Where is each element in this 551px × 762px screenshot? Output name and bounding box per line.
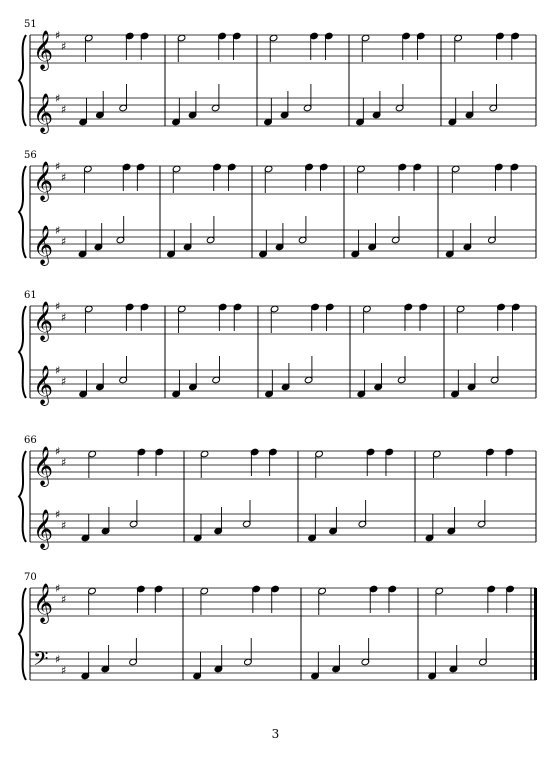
measure-number: 61: [24, 290, 37, 301]
sharp-icon: ♯: [55, 29, 61, 42]
bass-staff: [30, 216, 536, 258]
bass-clef-icon: 𝄢: [33, 647, 49, 675]
treble-staff: [30, 303, 536, 334]
sharp-icon: ♯: [55, 508, 61, 521]
treble-staff: [30, 585, 536, 616]
sharp-icon: ♯: [55, 300, 61, 313]
music-system: [19, 290, 536, 406]
sharp-icon: ♯: [61, 519, 67, 532]
sharp-icon: ♯: [55, 582, 61, 595]
music-system: [19, 150, 536, 266]
sharp-icon: ♯: [55, 160, 61, 173]
brace-icon: [19, 306, 26, 398]
brace-icon: [19, 166, 26, 258]
sharp-icon: ♯: [55, 92, 61, 105]
sharp-icon: ♯: [61, 456, 67, 469]
sharp-icon: ♯: [61, 375, 67, 388]
sharp-icon: ♯: [61, 103, 67, 116]
bass-staff: [30, 500, 536, 542]
bass-staff: [30, 84, 536, 126]
music-system: [19, 572, 537, 680]
treble-staff: [30, 448, 536, 479]
treble-clef-icon: 𝄞: [33, 93, 54, 133]
measure-number: 56: [24, 150, 37, 161]
final-barline: [534, 588, 537, 680]
measure-number: 51: [24, 19, 37, 30]
measure-number: 70: [24, 572, 37, 583]
measure-number: 66: [24, 435, 37, 446]
sharp-icon: ♯: [61, 40, 67, 53]
bass-staff: [30, 356, 536, 398]
treble-clef-icon: 𝄞: [33, 225, 54, 265]
treble-clef-icon: 𝄞: [33, 509, 54, 549]
treble-clef-icon: 𝄞: [33, 301, 54, 341]
sharp-icon: ♯: [61, 311, 67, 324]
treble-staff: [30, 163, 536, 194]
page-number: 3: [271, 727, 280, 741]
sharp-icon: ♯: [61, 664, 67, 677]
treble-staff: [30, 32, 536, 63]
sharp-icon: ♯: [55, 653, 61, 666]
treble-clef-icon: 𝄞: [33, 365, 54, 405]
treble-clef-icon: 𝄞: [33, 446, 54, 486]
brace-icon: [19, 451, 26, 542]
brace-icon: [19, 35, 26, 126]
brace-icon: [19, 588, 26, 680]
treble-clef-icon: 𝄞: [33, 583, 54, 623]
music-system: [19, 435, 536, 550]
bass-staff: [30, 638, 536, 680]
sharp-icon: ♯: [55, 445, 61, 458]
sharp-icon: ♯: [55, 224, 61, 237]
sharp-icon: ♯: [61, 235, 67, 248]
sharp-icon: ♯: [55, 364, 61, 377]
treble-clef-icon: 𝄞: [33, 30, 54, 70]
treble-clef-icon: 𝄞: [33, 161, 54, 201]
sharp-icon: ♯: [61, 171, 67, 184]
music-system: [19, 19, 536, 134]
sharp-icon: ♯: [61, 593, 67, 606]
